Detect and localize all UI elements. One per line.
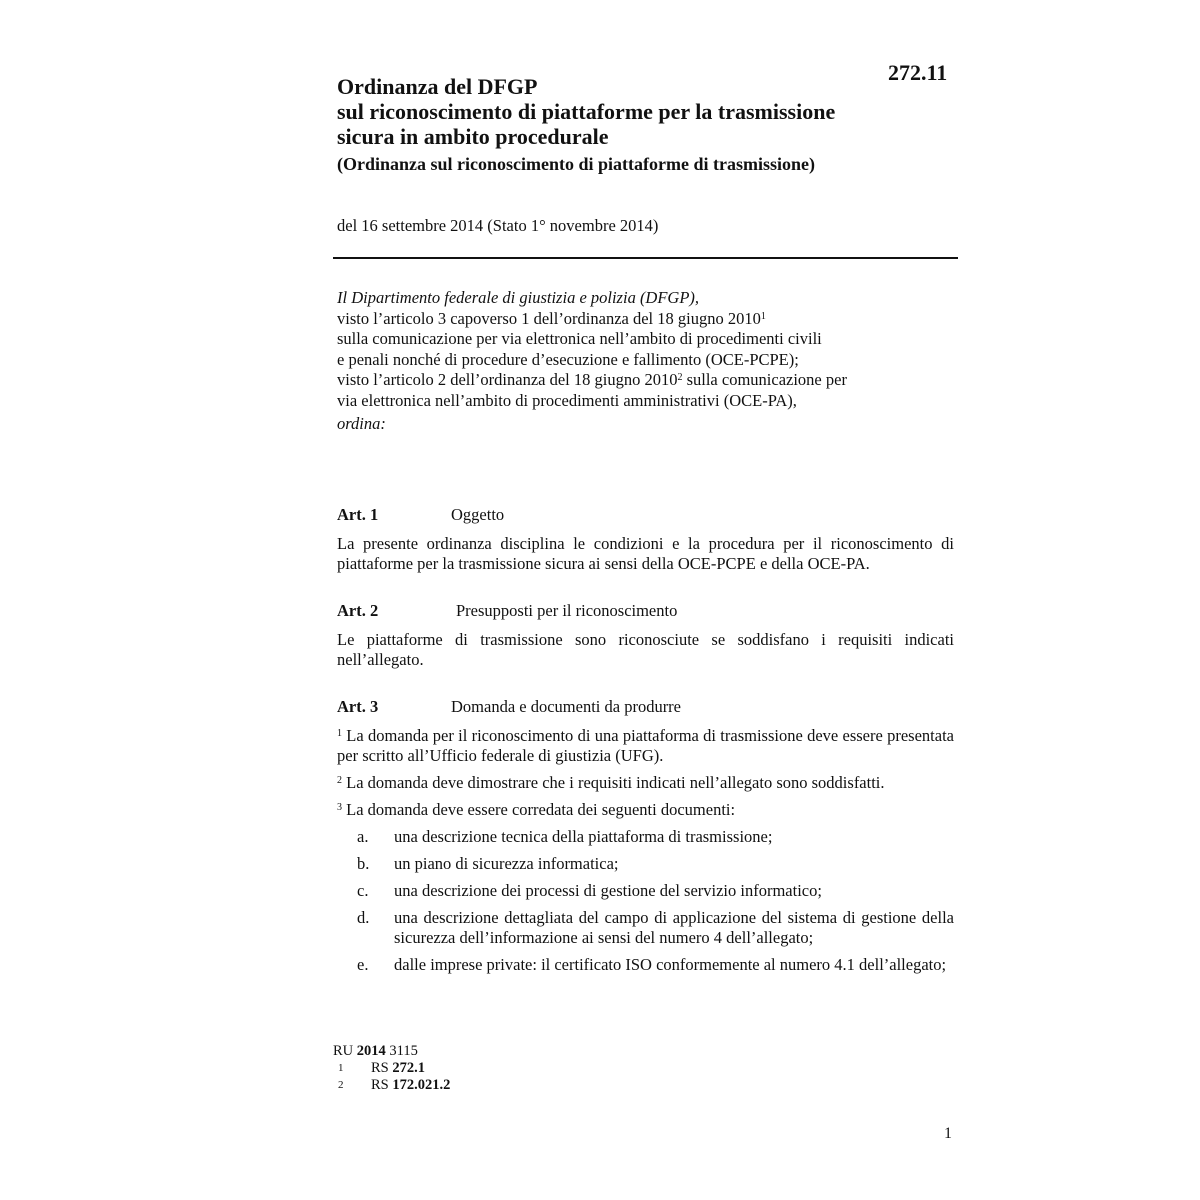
footnote-ref[interactable]: 2 bbox=[677, 372, 683, 383]
articles bbox=[337, 505, 954, 975]
short-title: (Ordinanza sul riconoscimento di piattaforme di trasmissione) bbox=[337, 154, 815, 174]
list-letter: b. bbox=[357, 854, 370, 873]
paragraph bbox=[337, 800, 954, 820]
paragraph-number: 3 bbox=[337, 802, 342, 813]
list-letter: e. bbox=[357, 955, 369, 974]
paragraph-text: La domanda deve dimostrare che i requisiti indicati nell’allegato sono soddisfatti. bbox=[346, 773, 885, 792]
article-heading bbox=[337, 505, 954, 527]
list-item bbox=[337, 881, 954, 901]
article-heading bbox=[337, 697, 954, 719]
paragraph bbox=[337, 726, 954, 766]
article-number: Art. 2 bbox=[337, 601, 379, 620]
list-item bbox=[337, 854, 954, 874]
preamble-text: visto l’articolo 3 capoverso 1 dell’ordinanza del 18 giugno 2010 bbox=[337, 308, 761, 328]
ru-year: 2014 bbox=[356, 1043, 386, 1059]
paragraph-text: La domanda deve essere corredata dei seguenti documenti: bbox=[346, 800, 736, 819]
list-letter: c. bbox=[357, 881, 369, 900]
ru-prefix: RU bbox=[333, 1043, 354, 1059]
list-item bbox=[337, 955, 954, 975]
ru-reference bbox=[333, 1043, 450, 1060]
list-letter: d. bbox=[357, 908, 370, 927]
paragraph-number: 1 bbox=[337, 728, 342, 739]
list-text: una descrizione dettagliata del campo di applicazione del sistema di gestione della sicurezza dell’informazione ai sensi del numero 4 dell’allegato; bbox=[394, 908, 954, 947]
document-list bbox=[337, 827, 954, 975]
article-heading bbox=[337, 601, 954, 623]
article-number: Art. 1 bbox=[337, 505, 379, 524]
title-line: sul riconoscimento di piattaforme per la trasmissione bbox=[337, 99, 836, 124]
preamble-ordina: ordina: bbox=[337, 414, 386, 433]
footnote-ref-link[interactable]: 172.021.2 bbox=[392, 1077, 451, 1093]
preamble-line bbox=[337, 370, 957, 391]
paragraph-text: La domanda per il riconoscimento di una piattaforma di trasmissione deve essere presentata per scritto all’Ufficio federale di giustizia (UFG). bbox=[337, 726, 954, 765]
article-title: Oggetto bbox=[451, 505, 505, 524]
preamble-line: sulla comunicazione per via elettronica nell’ambito di procedimenti civili bbox=[337, 329, 822, 348]
paragraph bbox=[337, 773, 954, 793]
preamble-authority: Il Dipartimento federale di giustizia e polizia (DFGP), bbox=[337, 288, 700, 307]
ru-page: 3115 bbox=[389, 1043, 418, 1059]
title-block bbox=[337, 74, 937, 176]
preamble bbox=[337, 288, 957, 435]
article-title: Domanda e documenti da produrre bbox=[451, 697, 682, 716]
footnote-prefix: RS bbox=[371, 1060, 389, 1076]
article-number: Art. 3 bbox=[337, 697, 379, 716]
date-line: del 16 settembre 2014 (Stato 1° novembre 2014) bbox=[337, 216, 659, 235]
horizontal-rule bbox=[333, 257, 958, 259]
article-title: Presupposti per il riconoscimento bbox=[456, 601, 678, 620]
list-letter: a. bbox=[357, 827, 369, 846]
footnote-mark: 1 bbox=[338, 1062, 344, 1074]
list-text: una descrizione dei processi di gestione del servizio informatico; bbox=[394, 881, 822, 900]
page-number: 1 bbox=[944, 1125, 952, 1142]
preamble-line bbox=[337, 309, 957, 330]
article-text: Le piattaforme di trasmissione sono riconosciute se soddisfano i requisiti indicati nell’allegato. bbox=[337, 630, 954, 669]
list-text: una descrizione tecnica della piattaforma di trasmissione; bbox=[394, 827, 773, 846]
list-item bbox=[337, 908, 954, 948]
sr-number: 272.11 bbox=[888, 60, 948, 85]
paragraph-number: 2 bbox=[337, 775, 342, 786]
article-text: La presente ordinanza disciplina le condizioni e la procedura per il riconoscimento di piattaforme per la trasmissione sicura ai sensi della OCE-PCPE e della OCE-PA. bbox=[337, 534, 954, 573]
footnote-prefix: RS bbox=[371, 1077, 389, 1093]
preamble-text: visto l’articolo 2 dell’ordinanza del 18 giugno 2010 bbox=[337, 370, 678, 389]
footnote bbox=[333, 1077, 450, 1094]
footnote-ref[interactable]: 1 bbox=[760, 310, 766, 322]
list-text: un piano di sicurezza informatica; bbox=[394, 854, 619, 873]
footnote-mark: 2 bbox=[338, 1079, 344, 1091]
title-line: sicura in ambito procedurale bbox=[337, 124, 609, 149]
list-item bbox=[337, 827, 954, 847]
footnote-ref-link[interactable]: 272.1 bbox=[392, 1060, 425, 1076]
preamble-line: e penali nonché di procedure d’esecuzione e fallimento (OCE-PCPE); bbox=[337, 349, 799, 369]
preamble-text: sulla comunicazione per bbox=[682, 370, 847, 389]
footnotes bbox=[333, 1043, 450, 1094]
footnote bbox=[333, 1060, 450, 1077]
preamble-line: via elettronica nell’ambito di procedimenti amministrativi (OCE-PA), bbox=[337, 390, 797, 410]
title-line: Ordinanza del DFGP bbox=[337, 74, 538, 99]
list-text: dalle imprese private: il certificato ISO conformemente al numero 4.1 dell’allegato; bbox=[394, 955, 947, 974]
